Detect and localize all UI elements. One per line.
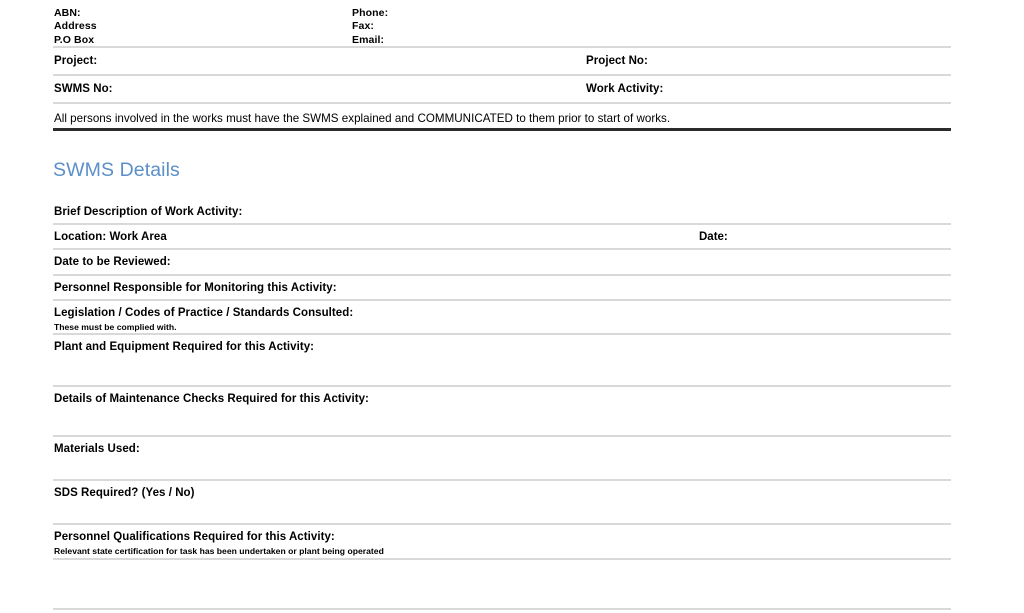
row-label: Brief Description of Work Activity: — [54, 206, 243, 218]
row-legislation — [0, 301, 1024, 333]
divider-row-11 — [53, 608, 951, 610]
row-date-to-be-reviewed — [0, 250, 1024, 275]
address-label: Address — [54, 20, 97, 33]
po-box-label: P.O Box — [54, 33, 95, 46]
row-write-area[interactable] — [54, 301, 951, 333]
abn-label: ABN: — [54, 7, 81, 19]
contact-header — [0, 0, 1024, 46]
row-label: Personnel Qualifications Required for this Activity: — [54, 531, 335, 543]
email-label: Email: — [352, 33, 385, 46]
contact-column-right — [352, 7, 388, 47]
row-blank-trailing — [0, 560, 1024, 608]
swms-no-label: SWMS No: — [54, 83, 113, 95]
row-sublabel: Relevant state certification for task has been undertaken or plant being operated — [54, 546, 384, 556]
project-label: Project: — [54, 55, 98, 67]
communication-notice: All persons involved in the works must have the SWMS explained and COMMUNICATED to them prior to start of works. — [54, 112, 671, 125]
work-activity-label: Work Activity: — [586, 83, 664, 95]
date-label: Date: — [699, 231, 728, 243]
row-label: Details of Maintenance Checks Required for this Activity: — [54, 393, 369, 405]
row-personnel-responsible — [0, 276, 1024, 301]
row-write-area[interactable] — [54, 525, 951, 558]
project-row — [0, 48, 1024, 75]
section-heading-swms-details: SWMS Details — [53, 159, 180, 181]
row-plant-and-equipment — [0, 335, 1024, 385]
row-label: Materials Used: — [54, 443, 140, 455]
row-write-area[interactable] — [54, 276, 951, 301]
row-write-area[interactable] — [54, 200, 951, 225]
row-maintenance-checks — [0, 387, 1024, 437]
row-write-area[interactable] — [54, 335, 951, 385]
divider-below-swms-no-row — [53, 102, 951, 104]
row-label: Personnel Responsible for Monitoring this Activity: — [54, 282, 337, 294]
row-write-area[interactable] — [54, 225, 951, 250]
row-write-area[interactable] — [54, 387, 951, 437]
fax-label: Fax: — [352, 20, 374, 33]
row-location — [0, 225, 1024, 250]
row-label: Legislation / Codes of Practice / Standards Consulted: — [54, 307, 354, 319]
contact-column-left — [54, 7, 97, 47]
row-brief-description — [0, 200, 1024, 225]
divider-thick-below-notice — [53, 128, 951, 131]
row-label: SDS Required? (Yes / No) — [54, 487, 195, 499]
row-label: Location: Work Area — [54, 231, 167, 243]
phone-label: Phone: — [352, 7, 389, 19]
row-label: Date to be Reviewed: — [54, 256, 171, 268]
row-label: Plant and Equipment Required for this Activity: — [54, 341, 315, 353]
row-sublabel: These must be complied with. — [54, 322, 177, 332]
row-write-area[interactable] — [54, 250, 951, 275]
row-personnel-qualifications — [0, 525, 1024, 558]
project-no-label: Project No: — [586, 55, 648, 67]
swms-no-row — [0, 76, 1024, 103]
row-write-area[interactable] — [54, 560, 951, 608]
